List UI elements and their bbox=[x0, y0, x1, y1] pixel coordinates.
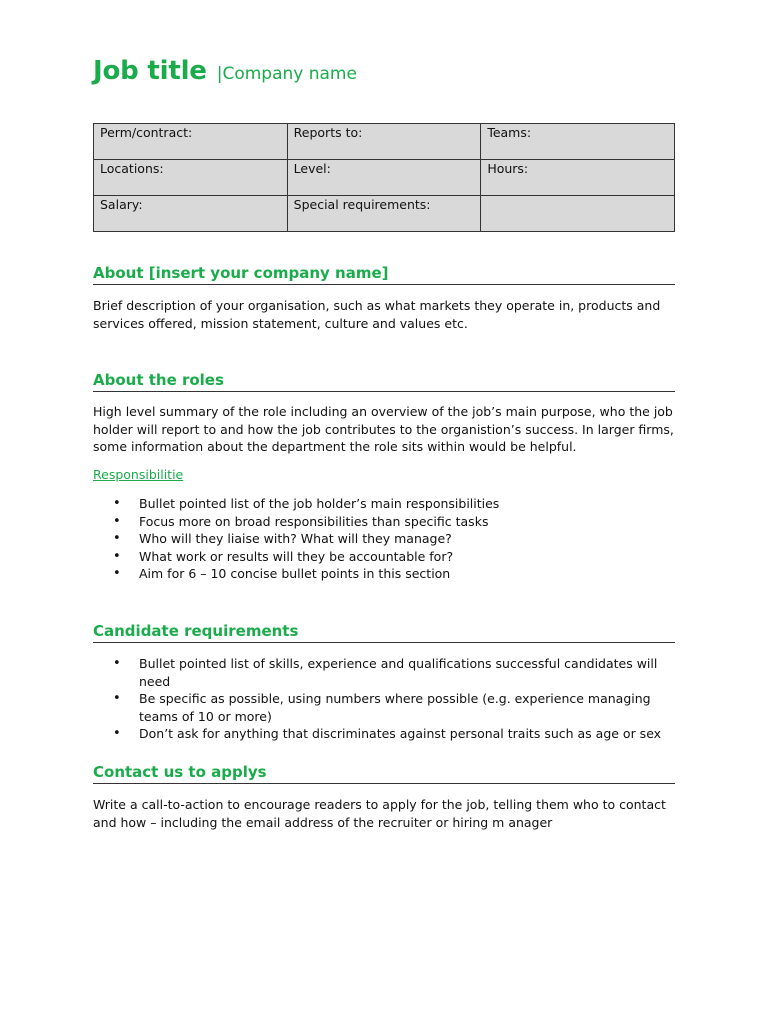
list-item: • Be specific as possible, using numbers where possible (e.g. experience managing teams of 10 or more) bbox=[93, 690, 679, 725]
job-title: Job title bbox=[93, 56, 207, 86]
table-cell: Teams: bbox=[481, 124, 675, 160]
table-cell: Reports to: bbox=[287, 124, 481, 160]
list-item: • Bullet pointed list of the job holder’s main responsibilities bbox=[93, 495, 679, 513]
table-row bbox=[94, 124, 675, 160]
about-roles-heading: About the roles bbox=[93, 371, 675, 392]
about-company-heading: About [insert your company name] bbox=[93, 264, 675, 285]
contact-text: Write a call-to-action to encourage readers to apply for the job, telling them who to contact and how – including the email address of the recruiter or hiring m anager bbox=[93, 797, 666, 830]
company-name: Company name bbox=[222, 64, 357, 84]
about-company-text: Brief description of your organisation, such as what markets they operate in, products and services offered, mission statement, culture and values etc. bbox=[93, 298, 661, 331]
responsibilities-list bbox=[93, 495, 679, 583]
candidate-requirements-heading: Candidate requirements bbox=[93, 622, 675, 643]
job-info-table bbox=[93, 123, 675, 232]
table-row bbox=[94, 196, 675, 232]
table-cell: Hours: bbox=[481, 160, 675, 196]
table-cell: Level: bbox=[287, 160, 481, 196]
list-item: • Who will they liaise with? What will they manage? bbox=[93, 530, 679, 548]
table-cell: Perm/contract: bbox=[94, 124, 288, 160]
requirements-list bbox=[93, 655, 679, 743]
list-item: • Bullet pointed list of skills, experience and qualifications successful candidates will need bbox=[93, 655, 679, 690]
title-row bbox=[93, 56, 357, 86]
title-separator: | bbox=[216, 64, 223, 84]
list-item: • Don’t ask for anything that discriminates against personal traits such as age or sex bbox=[93, 725, 679, 743]
table-cell bbox=[481, 196, 675, 232]
about-roles-text: High level summary of the role including an overview of the job’s main purpose, who the job holder will report to and how the job contributes to the organistion’s success. In larger firms, some information about the department the role sits within would be helpful. bbox=[93, 404, 674, 455]
table-row bbox=[94, 160, 675, 196]
responsibilities-subheading: Responsibilitie bbox=[93, 467, 184, 482]
table-cell: Special requirements: bbox=[287, 196, 481, 232]
list-item: • What work or results will they be accountable for? bbox=[93, 548, 679, 566]
list-item: • Aim for 6 – 10 concise bullet points in this section bbox=[93, 565, 679, 583]
contact-heading: Contact us to applys bbox=[93, 763, 675, 784]
table-cell: Locations: bbox=[94, 160, 288, 196]
table-cell: Salary: bbox=[94, 196, 288, 232]
list-item: • Focus more on broad responsibilities than specific tasks bbox=[93, 513, 679, 531]
